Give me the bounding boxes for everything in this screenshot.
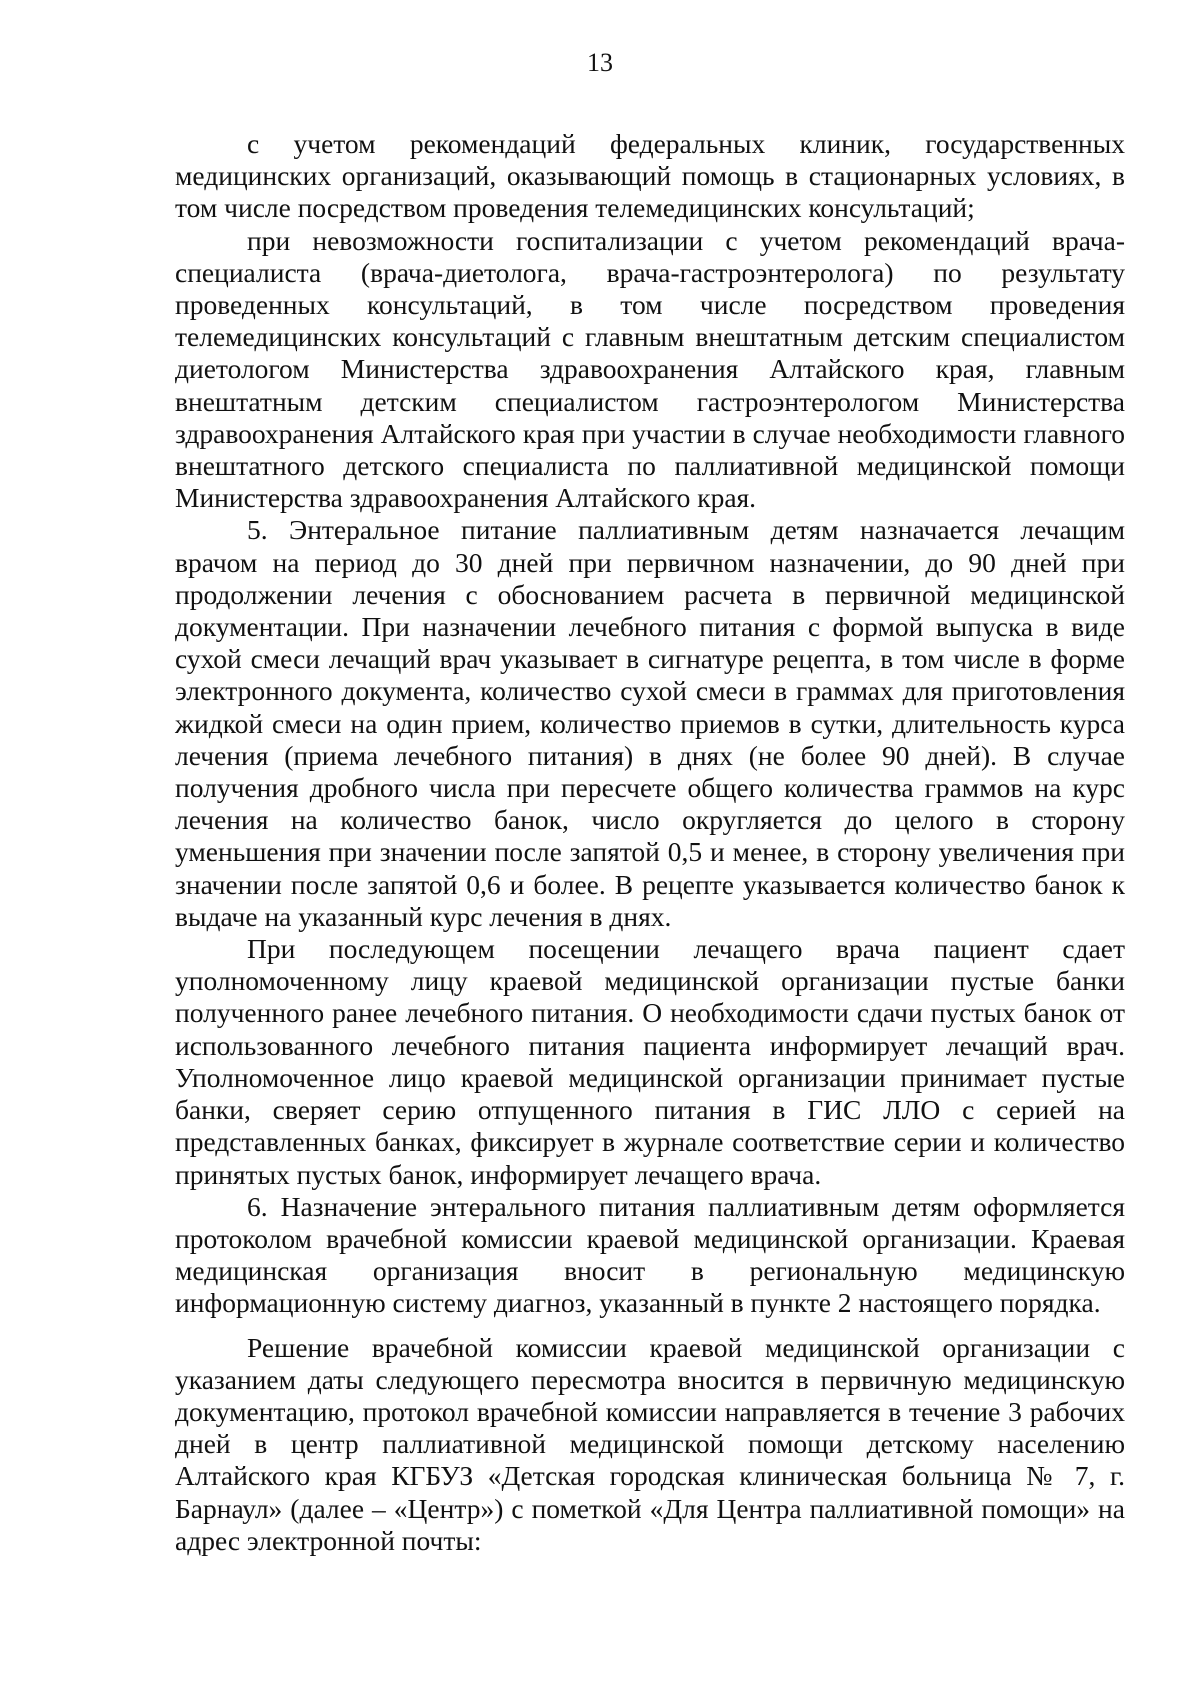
document-body	[175, 128, 1125, 1557]
paragraph-commission-decision: Решение врачебной комиссии краевой медицинской организации с указанием даты следующего пересмотра вносится в первичную медицинскую документацию, протокол врачебной комиссии направляется в течение 3 рабочих дней в центр паллиативной медицинской помощи детскому населению Алтайского края КГБУЗ «Детская городская клиническая больница № 7, г. Барнаул» (далее – «Центр») с пометкой «Для Центра паллиативной помощи» на адрес электронной почты:	[175, 1331, 1125, 1556]
paragraph-telemedicine-consultations: с учетом рекомендаций федеральных клиник, государственных медицинских организаций, оказывающий помощь в стационарных условиях, в том числе посредством проведения телемедицинских консультаций;	[175, 128, 1125, 224]
paragraph-hospitalization-impossible: при невозможности госпитализации с учетом рекомендаций врача-специалиста (врача-диетолога, врача-гастроэнтеролога) по результату проведенных консультаций, в том числе посредством проведения телемедицинских консультаций с главным внештатным детским специалистом диетологом Министерства здравоохранения Алтайского края, главным внештатным детским специалистом гастроэнтерологом Министерства здравоохранения Алтайского края при участии в случае необходимости главного внештатного детского специалиста по паллиативной медицинской помощи Министерства здравоохранения Алтайского края.	[175, 224, 1125, 514]
paragraph-empty-cans-return: При последующем посещении лечащего врача пациент сдает уполномоченному лицу краевой медицинской организации пустые банки полученного ранее лечебного питания. О необходимости сдачи пустых банок от использованного лечебного питания пациента информирует лечащий врач. Уполномоченное лицо краевой медицинской организации принимает пустые банки, сверяет серию отпущенного питания в ГИС ЛЛО с серией на представленных банках, фиксирует в журнале соответствие серии и количество принятых пустых банок, информирует лечащего врача.	[175, 933, 1125, 1190]
page-number: 13	[587, 48, 613, 77]
paragraph-item-6-medical-commission: 6. Назначение энтерального питания паллиативным детям оформляется протоколом врачебной комиссии краевой медицинской организации. Краевая медицинская организация вносит в региональную медицинскую информационную систему диагноз, указанный в пункте 2 настоящего порядка.	[175, 1190, 1125, 1319]
paragraph-item-5-enteral-nutrition: 5. Энтеральное питание паллиативным детям назначается лечащим врачом на период до 30 дней при первичном назначении, до 90 дней при продолжении лечения с обоснованием расчета в первичной медицинской документации. При назначении лечебного питания с формой выпуска в виде сухой смеси лечащий врач указывает в сигнатуре рецепта, в том числе в форме электронного документа, количество сухой смеси в граммах для приготовления жидкой смеси на один прием, количество приемов в сутки, длительность курса лечения (приема лечебного питания) в днях (не более 90 дней). В случае получения дробного числа при пересчете общего количества граммов на курс лечения на количество банок, число округляется до целого в сторону уменьшения при значении после запятой 0,5 и менее, в сторону увеличения при значении после запятой 0,6 и более. В рецепте указывается количество банок к выдаче на указанный курс лечения в днях.	[175, 514, 1125, 932]
